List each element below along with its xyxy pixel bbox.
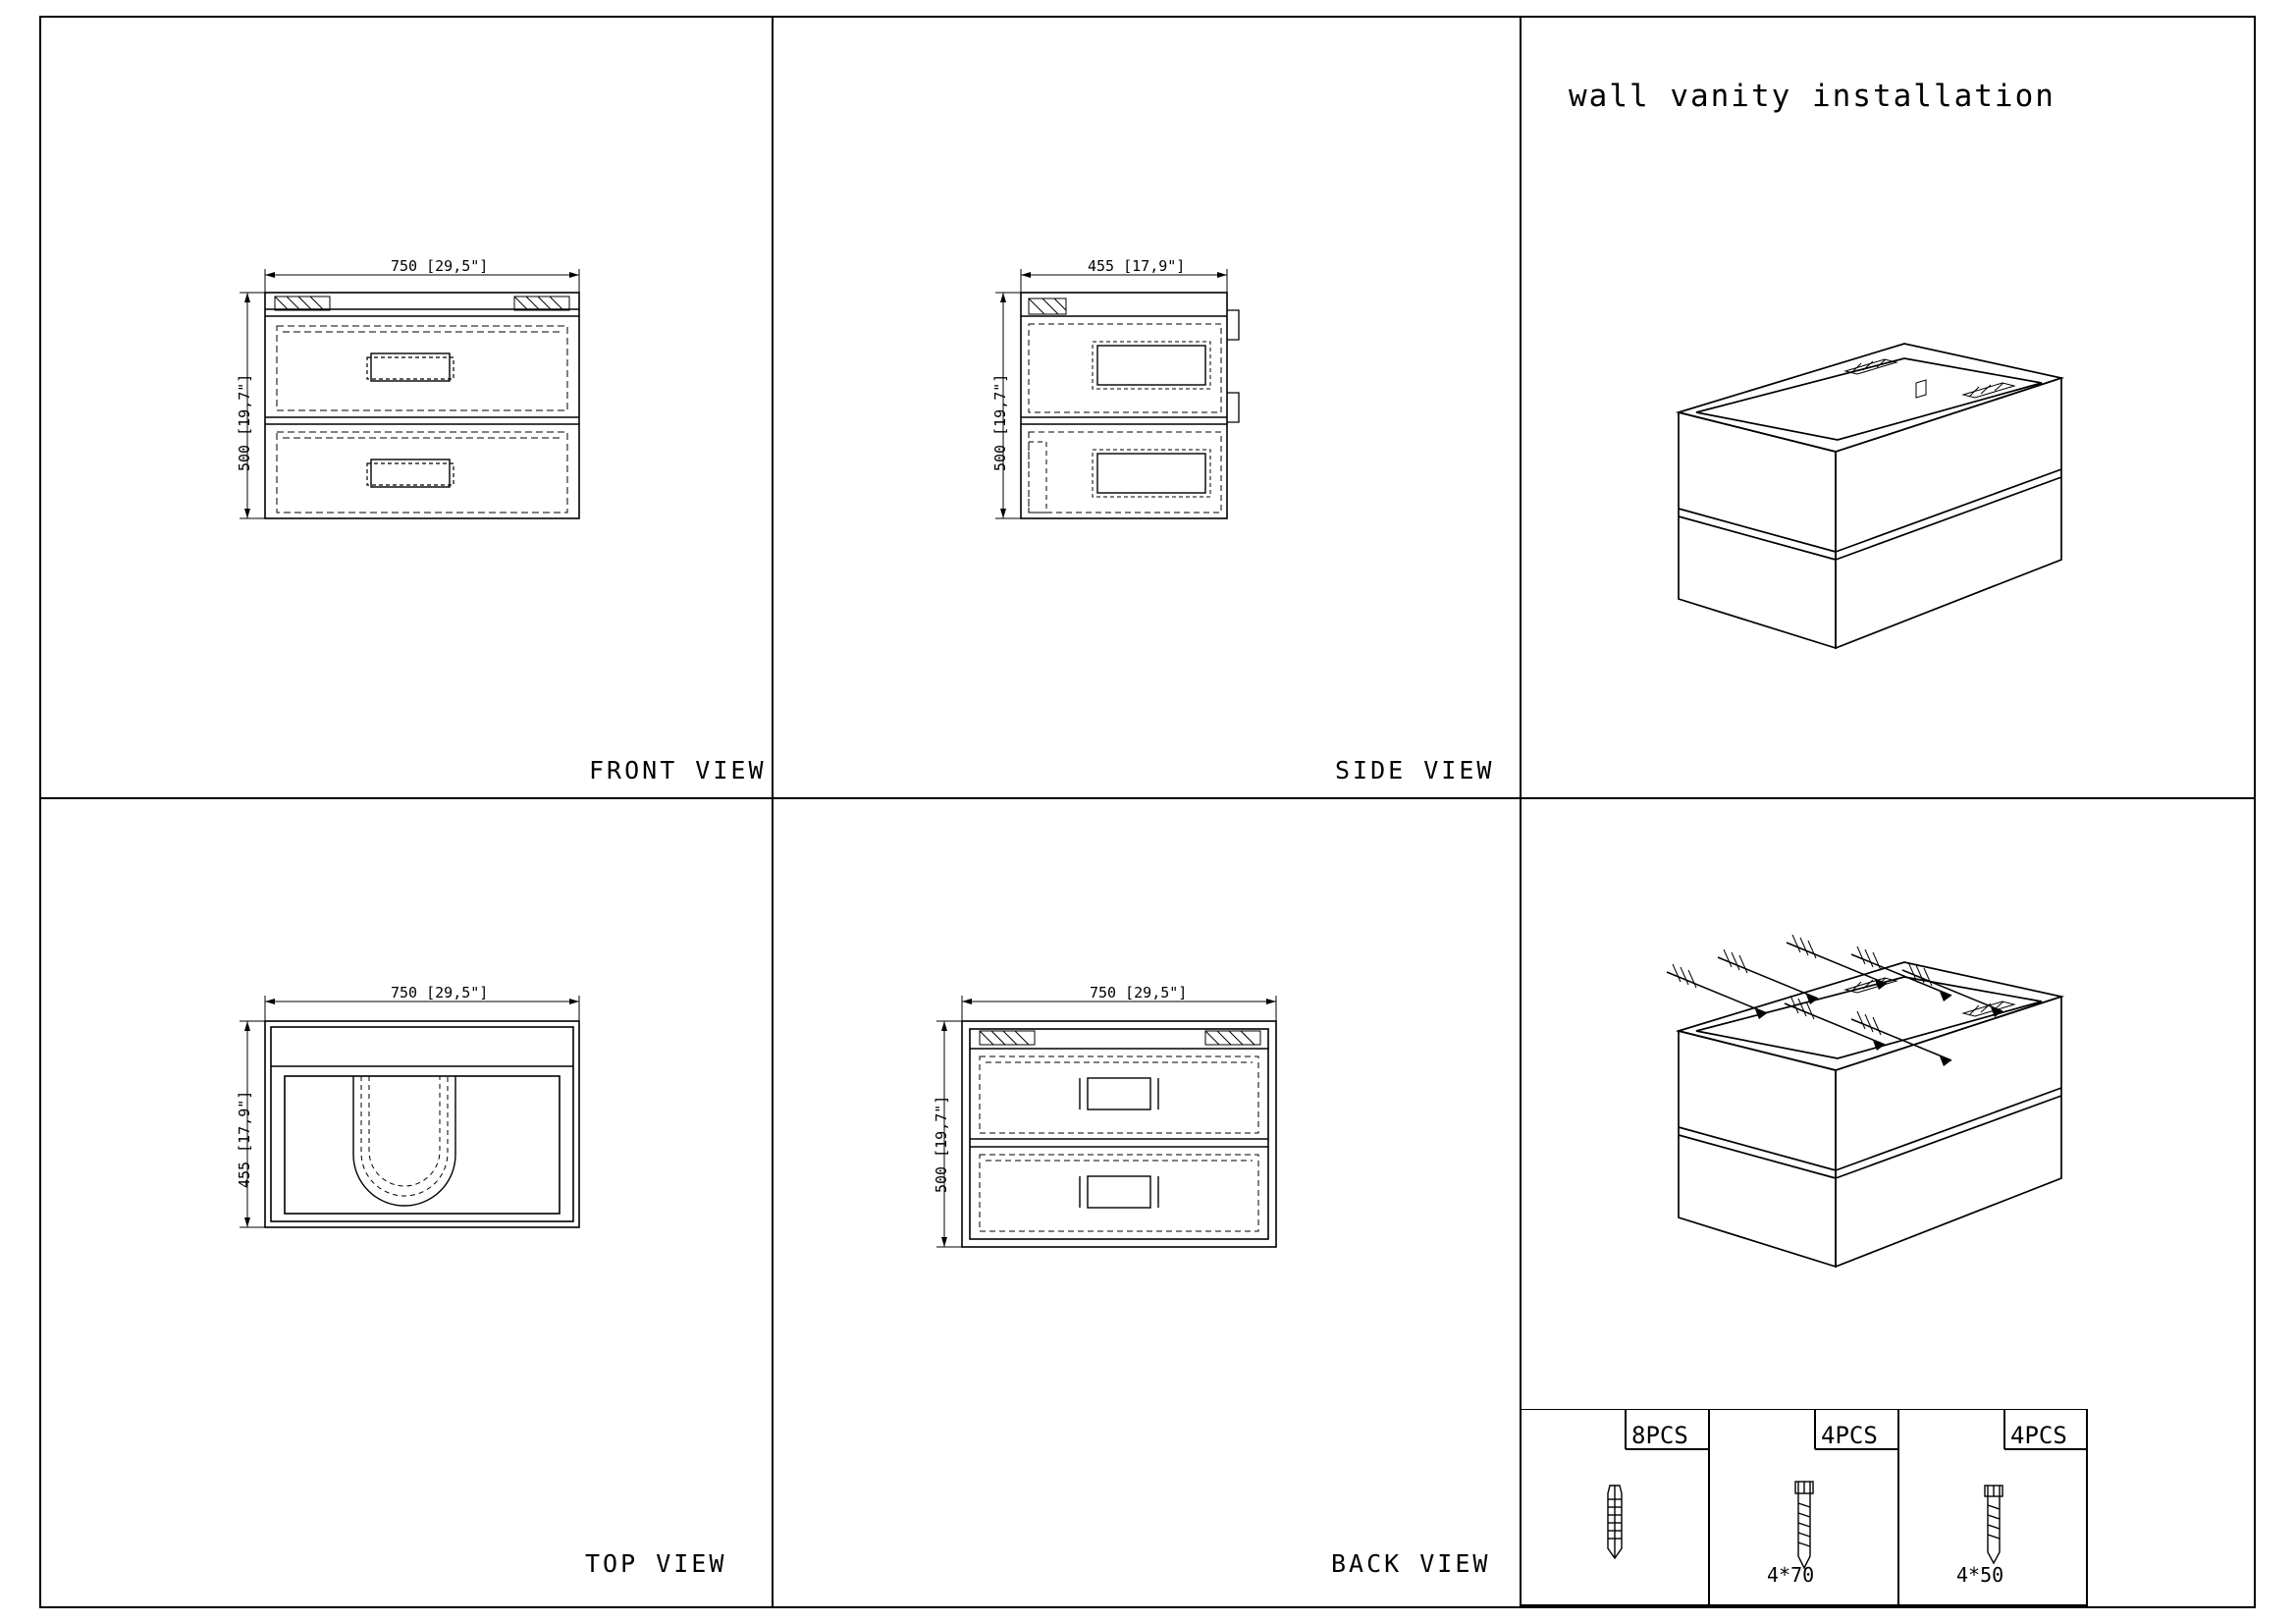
- top-depth-dimension: 455 [17,9"]: [236, 1090, 253, 1188]
- divider-horizontal: [39, 797, 2256, 799]
- top-view-label: TOP VIEW: [585, 1549, 727, 1578]
- hardware-size-screw-50: 4*50: [1956, 1563, 2004, 1587]
- hardware-qty-anchor: 8PCS: [1631, 1422, 1688, 1449]
- back-view-drawing: [923, 982, 1335, 1276]
- back-width-dimension: 750 [29,5"]: [1090, 984, 1188, 1001]
- side-height-dimension: 500 [19,7"]: [991, 373, 1009, 471]
- front-width-dimension: 750 [29,5"]: [391, 257, 489, 275]
- iso-vanity-drawing: [1669, 324, 2081, 717]
- hardware-size-screw-70: 4*70: [1767, 1563, 1815, 1587]
- drawing-title: wall vanity installation: [1569, 79, 2056, 114]
- front-height-dimension: 500 [19,7"]: [236, 373, 253, 471]
- back-view-label: BACK VIEW: [1331, 1549, 1491, 1578]
- iso-installation-drawing: [1659, 933, 2091, 1325]
- top-width-dimension: 750 [29,5"]: [391, 984, 489, 1001]
- front-view-label: FRONT VIEW: [589, 756, 767, 784]
- divider-vertical-left: [772, 16, 774, 1608]
- side-width-dimension: 455 [17,9"]: [1088, 257, 1186, 275]
- side-view-label: SIDE VIEW: [1335, 756, 1495, 784]
- side-view-drawing: [982, 255, 1276, 569]
- hardware-qty-screw-70: 4PCS: [1821, 1422, 1878, 1449]
- back-height-dimension: 500 [19,7"]: [933, 1095, 950, 1193]
- hardware-qty-screw-50: 4PCS: [2010, 1422, 2067, 1449]
- front-view-drawing: [226, 255, 638, 569]
- top-view-drawing: [226, 982, 638, 1257]
- divider-vertical-right: [1520, 16, 1522, 1608]
